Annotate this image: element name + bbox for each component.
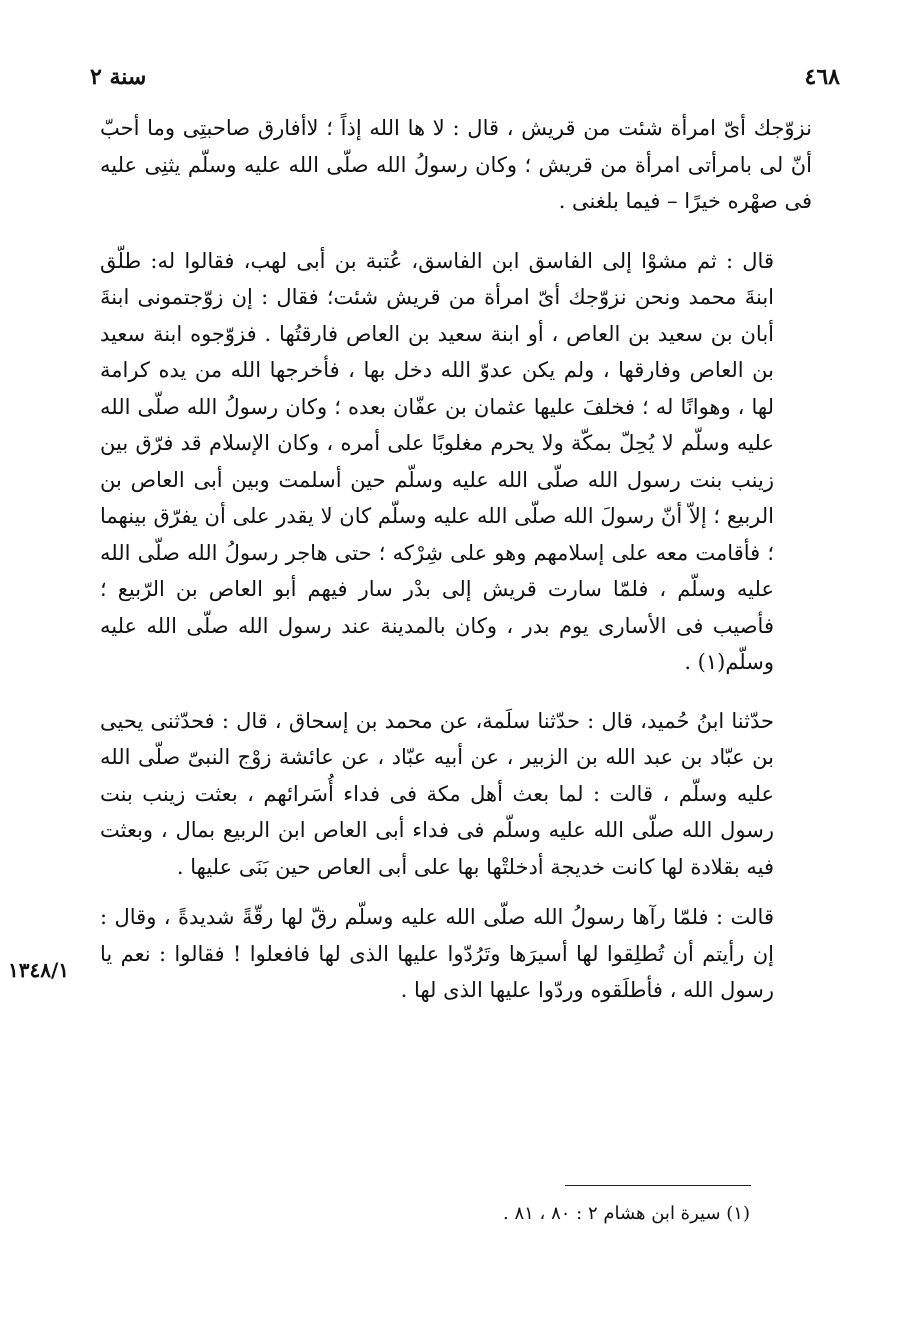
footnote: (١) سيرة ابن هشام ٢ : ٨٠ ، ٨١ .: [503, 1203, 750, 1224]
page-header: [90, 60, 840, 94]
footnote-divider: [565, 1185, 751, 1186]
paragraph-2: قال : ثم مشوْا إلى الفاسق ابن الفاسق، عُتبة بن أبى لهب، فقالوا له: طلّق ابنةَ محمد ونحن نزوّجك أىّ امرأة من قريش شئت؛ فقال : إن زوّجتمونى ابنةَ أبان بن سعيد بن العاص ، أو ابنة سعيد بن العاص فارقتُها . فزوّجوه ابنة سعيد بن العاص وفارقها ، ولم يكن عدوّ الله دخل بها ، فأخرجها الله من يده كرامة لها ، وهوانًا له ؛ فخلفَ عليها عثمان بن عفّان بعده ؛ وكان رسولُ الله صلّى الله عليه وسلّم لا يُحِلّ بمكّة ولا يحرم مغلوبًا على أمره ، وكان الإسلام قد فرّق بين زينب بنت رسول الله صلّى الله عليه وسلّم حين أسلمت وبين أبى العاص بن الربيع ؛ إلاّ أنّ رسولَ الله صلّى الله عليه وسلّم كان لا يقدر على أن يفرّق بينهما ؛ فأقامت معه على إسلامهم وهو على شِرْكه ؛ حتى هاجر رسولُ الله صلّى الله عليه وسلّم ، فلمّا سارت قريش إلى بدْر سار فيهم أبو العاص بن الرّبيع ؛ فأصيب فى الأسارى يوم بدر ، وكان بالمدينة عند رسول الله صلّى الله عليه وسلّم(١) .: [100, 248, 774, 674]
paragraph-1: نزوّجك أىّ امرأة شئت من قريش ، قال : لا ها الله إذاً ؛ لاأفارق صاحبتِى وما أحبّ أنّ لى بامرأتى امرأة من قريش ؛ وكان رسولُ الله صلّى الله عليه وسلّم يثنِى عليه فى صهْره خيرًا – فيما بلغنى .: [100, 116, 812, 213]
paragraph-4: قالت : فلمّا رآها رسولُ الله صلّى الله عليه وسلّم رقّ لها رقّةً شديدةً ، وقال : إن رأيتم أن تُطلِقوا لها أسيرَها وتَرُدّوا عليها الذى لها فافعلوا ! فقالوا : نعم يا رسول الله ، فأطلَقوه وردّوا عليها الذى لها .: [100, 905, 774, 1002]
year-label: سنة ٢: [90, 64, 147, 90]
paragraph-3: حدّثنا ابنُ حُميد، قال : حدّثنا سلَمة، عن محمد بن إسحاق ، قال : فحدّثنى يحيى بن عبّاد بن عبد الله بن الزبير ، عن أبيه عبّاد ، عن عائشة زوْج النبىّ صلّى الله عليه وسلّم ، قالت : لما بعث أهل مكة فى فداء أُسَرائهم ، بعثت زينب بنت رسول الله صلّى الله عليه وسلّم فى فداء أبى العاص ابن الربيع بمال ، وبعثت فيه بقلادة لها كانت خديجة أدخلتْها بها على أبى العاص حين بَنَى عليها .: [100, 708, 774, 879]
margin-reference: ١٣٤٨/١: [8, 958, 70, 982]
page-number: ٤٦٨: [804, 64, 840, 90]
body-text: [100, 110, 812, 1009]
